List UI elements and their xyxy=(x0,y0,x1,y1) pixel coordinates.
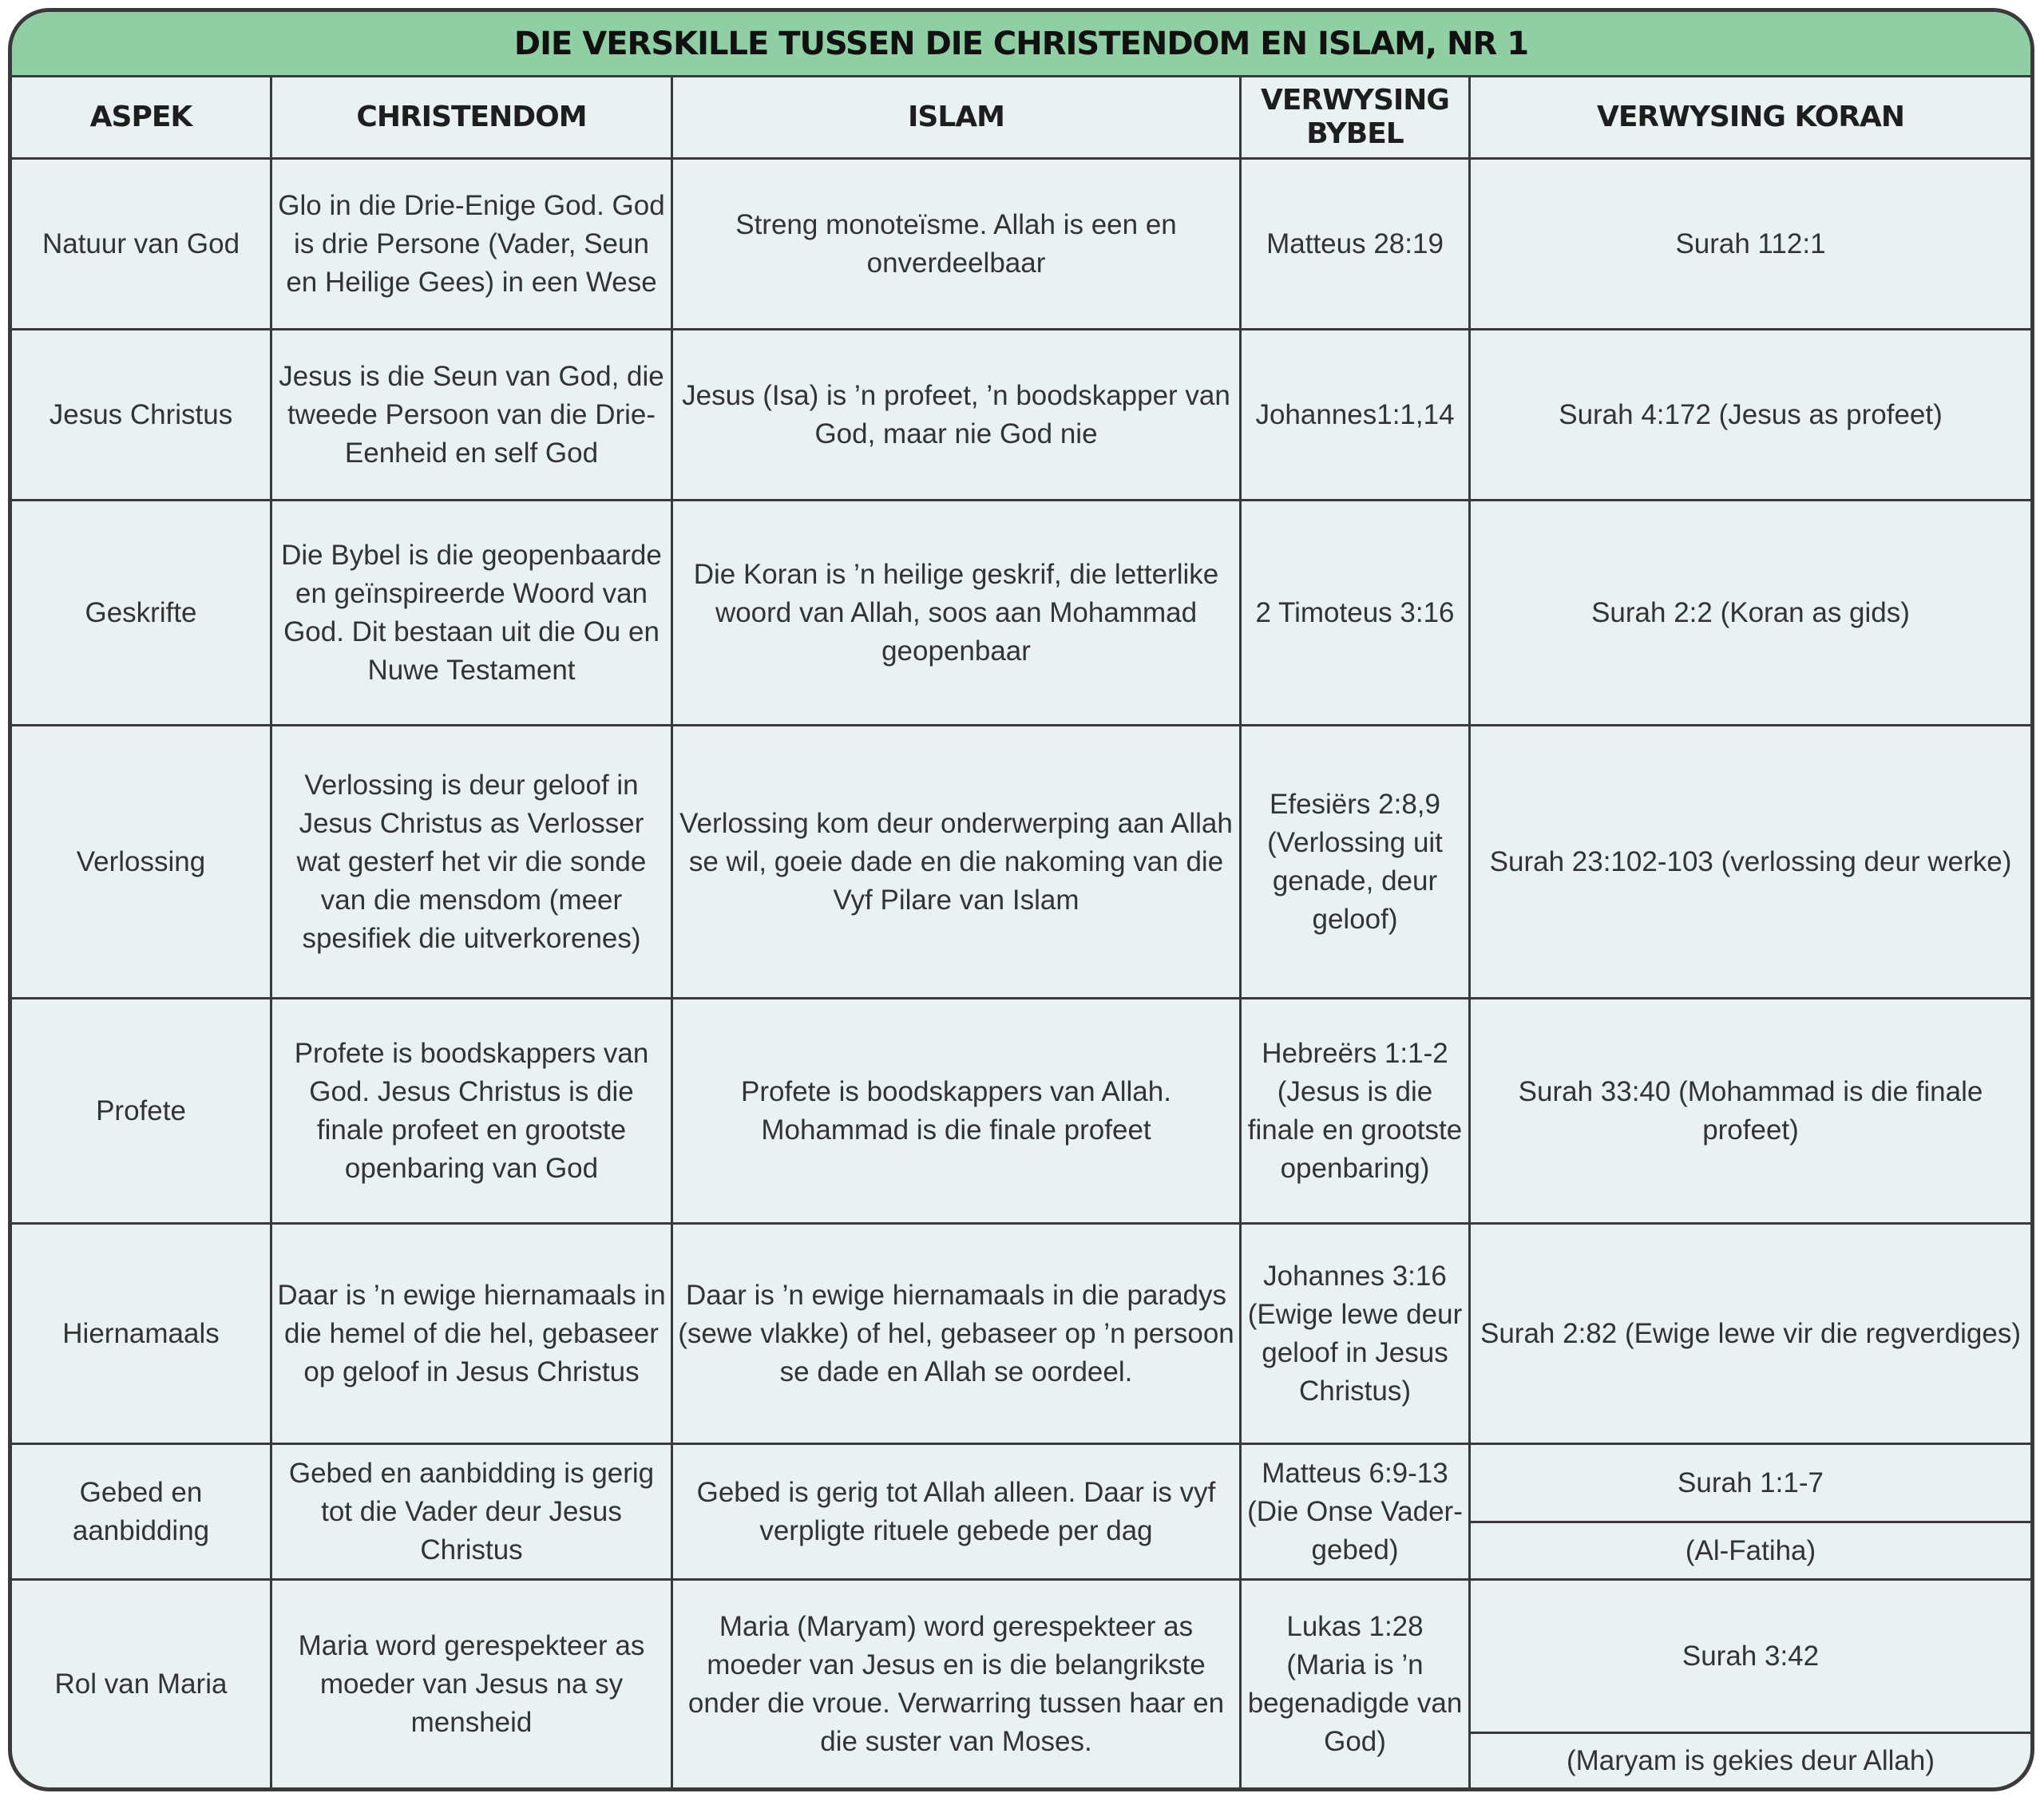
cell-koran: Surah 4:172 (Jesus as profeet) xyxy=(1470,330,2031,501)
cell-bybel: Matteus 6:9-13 (Die Onse Vader-gebed) xyxy=(1241,1444,1470,1580)
cell-christendom: Jesus is die Seun van God, die tweede Persoon van die Drie-Eenheid en self God xyxy=(271,330,672,501)
header-verwysing-koran: VERWYSING KORAN xyxy=(1470,77,2031,159)
cell-islam: Profete is boodskappers van Allah. Mohammad is die finale profeet xyxy=(672,999,1241,1224)
header-islam: ISLAM xyxy=(672,77,1241,159)
cell-islam: Streng monoteïsme. Allah is een en onverdeelbaar xyxy=(672,159,1241,330)
cell-bybel: Johannes 3:16 (Ewige lewe deur geloof in Jesus Christus) xyxy=(1241,1224,1470,1444)
header-aspek: ASPEK xyxy=(12,77,271,159)
cell-christendom: Maria word gerespekteer as moeder van Jesus na sy mensheid xyxy=(271,1580,672,1789)
cell-koran: Surah 3:42 xyxy=(1470,1580,2031,1733)
cell-bybel: 2 Timoteus 3:16 xyxy=(1241,501,1470,726)
cell-christendom: Profete is boodskappers van God. Jesus Christus is die finale profeet en grootste openbaring van God xyxy=(271,999,672,1224)
cell-aspek: Verlossing xyxy=(12,726,271,999)
cell-islam: Verlossing kom deur onderwerping aan Allah se wil, goeie dade en die nakoming van die Vyf Pilare van Islam xyxy=(672,726,1241,999)
cell-islam: Die Koran is ’n heilige geskrif, die letterlike woord van Allah, soos aan Mohammad geopenbaar xyxy=(672,501,1241,726)
table-row xyxy=(12,999,2030,1224)
cell-koran: Surah 112:1 xyxy=(1470,159,2031,330)
cell-christendom: Daar is ’n ewige hiernamaals in die hemel of die hel, gebaseer op geloof in Jesus Christus xyxy=(271,1224,672,1444)
cell-koran: Surah 2:82 (Ewige lewe vir die regverdiges) xyxy=(1470,1224,2031,1444)
cell-bybel: Hebreërs 1:1-2 (Jesus is die finale en grootste openbaring) xyxy=(1241,999,1470,1224)
table-row xyxy=(12,330,2030,501)
cell-bybel: Matteus 28:19 xyxy=(1241,159,1470,330)
cell-bybel: Efesiërs 2:8,9 (Verlossing uit genade, deur geloof) xyxy=(1241,726,1470,999)
cell-koran: Surah 2:2 (Koran as gids) xyxy=(1470,501,2031,726)
comparison-card xyxy=(8,8,2034,1791)
cell-koran: Surah 33:40 (Mohammad is die finale profeet) xyxy=(1470,999,2031,1224)
cell-christendom: Verlossing is deur geloof in Jesus Christus as Verlosser wat gesterf het vir die sonde van die mensdom (meer spesifiek die uitverkorenes) xyxy=(271,726,672,999)
table-row xyxy=(12,1224,2030,1444)
cell-aspek: Rol van Maria xyxy=(12,1580,271,1789)
table-row xyxy=(12,159,2030,330)
cell-aspek: Hiernamaals xyxy=(12,1224,271,1444)
cell-aspek: Natuur van God xyxy=(12,159,271,330)
cell-aspek: Geskrifte xyxy=(12,501,271,726)
cell-koran: Surah 23:102-103 (verlossing deur werke) xyxy=(1470,726,2031,999)
cell-koran-note: (Maryam is gekies deur Allah) xyxy=(1470,1733,2031,1789)
cell-islam: Maria (Maryam) word gerespekteer as moeder van Jesus en is die belangrikste onder die vroue. Verwarring tussen haar en die suster van Moses. xyxy=(672,1580,1241,1789)
table-row xyxy=(12,726,2030,999)
cell-koran: Surah 1:1-7 xyxy=(1470,1444,2031,1522)
cell-islam: Jesus (Isa) is ’n profeet, ’n boodskapper van God, maar nie God nie xyxy=(672,330,1241,501)
header-christendom: CHRISTENDOM xyxy=(271,77,672,159)
header-verwysing-bybel: VERWYSING BYBEL xyxy=(1241,77,1470,159)
cell-aspek: Jesus Christus xyxy=(12,330,271,501)
cell-aspek: Profete xyxy=(12,999,271,1224)
table-row xyxy=(12,501,2030,726)
header-row xyxy=(12,77,2030,159)
table-row xyxy=(12,1444,2030,1522)
comparison-table xyxy=(12,77,2030,1790)
cell-christendom: Die Bybel is die geopenbaarde en geïnspireerde Woord van God. Dit bestaan uit die Ou en Nuwe Testament xyxy=(271,501,672,726)
cell-bybel: Lukas 1:28 (Maria is ’n begenadigde van God) xyxy=(1241,1580,1470,1789)
cell-aspek: Gebed en aanbidding xyxy=(12,1444,271,1580)
cell-islam: Daar is ’n ewige hiernamaals in die paradys (sewe vlakke) of hel, gebaseer op ’n persoon se dade en Allah se oordeel. xyxy=(672,1224,1241,1444)
table-title: DIE VERSKILLE TUSSEN DIE CHRISTENDOM EN ISLAM, NR 1 xyxy=(12,12,2030,77)
cell-islam: Gebed is gerig tot Allah alleen. Daar is vyf verpligte rituele gebede per dag xyxy=(672,1444,1241,1580)
cell-christendom: Gebed en aanbidding is gerig tot die Vader deur Jesus Christus xyxy=(271,1444,672,1580)
cell-bybel: Johannes1:1,14 xyxy=(1241,330,1470,501)
table-row xyxy=(12,1580,2030,1733)
cell-christendom: Glo in die Drie-Enige God. God is drie Persone (Vader, Seun en Heilige Gees) in een Wese xyxy=(271,159,672,330)
cell-koran-note: (Al-Fatiha) xyxy=(1470,1522,2031,1580)
